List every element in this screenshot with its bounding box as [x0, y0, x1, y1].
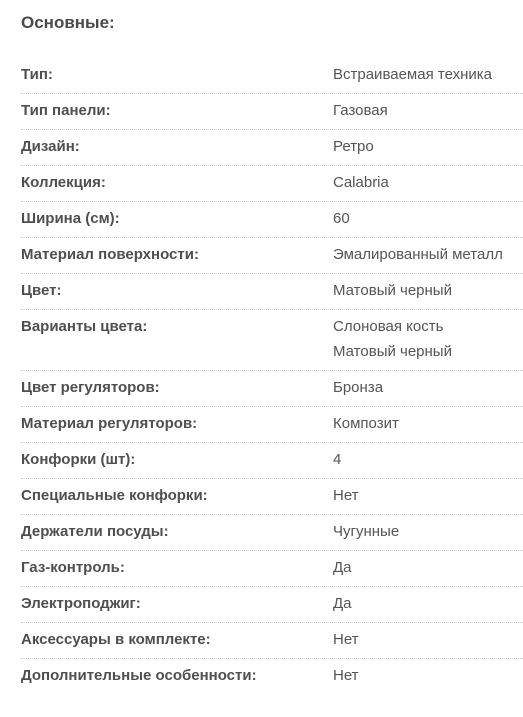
spec-value: Ретро: [333, 138, 374, 155]
spec-value: Матовый черный: [333, 282, 452, 299]
spec-value: 60: [333, 210, 350, 227]
spec-label: Цвет регуляторов:: [21, 379, 160, 396]
spec-row-type: [21, 58, 523, 94]
spec-label: Дизайн:: [21, 138, 80, 155]
spec-value: Calabria: [333, 174, 389, 191]
spec-label: Материал поверхности:: [21, 246, 199, 263]
spec-label: Держатели посуды:: [21, 523, 169, 540]
spec-label: Электроподжиг:: [21, 595, 141, 612]
spec-row-panel-type: [21, 94, 523, 130]
spec-value: Эмалированный металл: [333, 246, 503, 263]
spec-label: Тип:: [21, 66, 53, 83]
spec-value: Да: [333, 595, 352, 612]
spec-label: Дополнительные особенности:: [21, 667, 257, 684]
spec-label: Цвет:: [21, 282, 62, 299]
spec-row-knob-color: [21, 371, 523, 407]
spec-row-surface-material: [21, 238, 523, 274]
spec-value: [333, 317, 523, 362]
spec-row-design: [21, 130, 523, 166]
spec-value: 4: [333, 451, 342, 468]
spec-row-color: [21, 274, 523, 310]
spec-value: Нет: [333, 487, 359, 504]
spec-row-extra-features: [21, 659, 523, 695]
spec-value: Нет: [333, 667, 359, 684]
spec-value: Нет: [333, 631, 359, 648]
section-title: Основные:: [21, 13, 115, 32]
color-variant: Слоновая кость: [333, 318, 444, 335]
spec-row-special-burners: [21, 479, 523, 515]
spec-value: Газовая: [333, 102, 388, 119]
spec-value: Встраиваемая техника: [333, 66, 492, 83]
spec-value: Композит: [333, 415, 399, 432]
spec-row-accessories: [21, 623, 523, 659]
spec-label: Материал регуляторов:: [21, 415, 198, 432]
spec-label: Аксессуары в комплекте:: [21, 631, 211, 648]
spec-row-pan-supports: [21, 515, 523, 551]
spec-row-knob-material: [21, 407, 523, 443]
spec-row-color-variants: [21, 310, 523, 371]
spec-label: Ширина (см):: [21, 210, 120, 227]
spec-row-gas-control: [21, 551, 523, 587]
spec-value: Чугунные: [333, 523, 400, 540]
spec-label: Конфорки (шт):: [21, 451, 136, 468]
color-variant: Матовый черный: [333, 343, 452, 360]
spec-value: Да: [333, 559, 352, 576]
spec-row-electric-ignition: [21, 587, 523, 623]
spec-row-width: [21, 202, 523, 238]
spec-label: Газ-контроль:: [21, 559, 125, 576]
spec-label: Варианты цвета:: [21, 318, 148, 335]
spec-label: Коллекция:: [21, 174, 106, 191]
spec-row-burners: [21, 443, 523, 479]
spec-label: Тип панели:: [21, 102, 111, 119]
specs-table: [21, 58, 523, 695]
spec-row-collection: [21, 166, 523, 202]
spec-label: Специальные конфорки:: [21, 487, 208, 504]
spec-value: Бронза: [333, 379, 384, 396]
